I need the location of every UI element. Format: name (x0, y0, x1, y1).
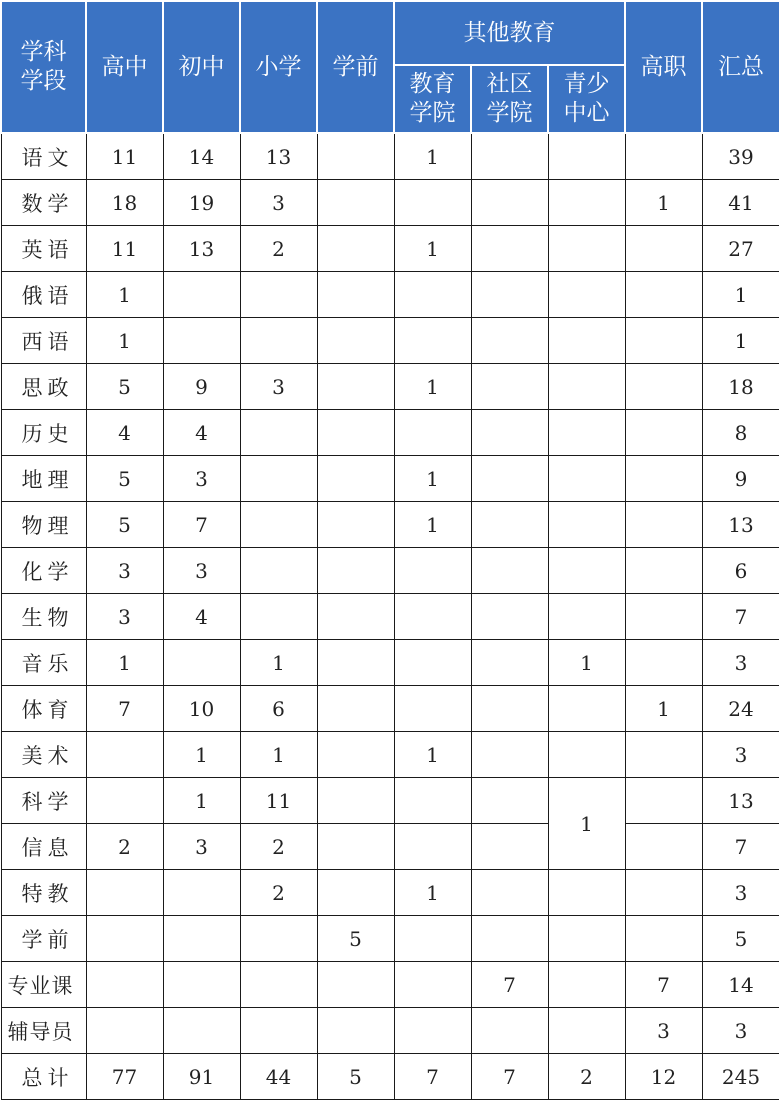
cell-edu: 1 (394, 226, 471, 272)
cell-middle (163, 1008, 240, 1054)
cell-preschool (317, 686, 394, 732)
cell-youth-center (548, 180, 625, 226)
cell-primary (240, 318, 317, 364)
cell-youth-center (548, 916, 625, 962)
cell-high: 11 (86, 133, 163, 180)
cell-primary (240, 272, 317, 318)
cell-vocational (625, 916, 702, 962)
table-row (1, 962, 779, 1008)
cell-youth-center (548, 1008, 625, 1054)
cell-preschool (317, 180, 394, 226)
header-preschool: 学前 (317, 1, 394, 133)
cell-preschool (317, 870, 394, 916)
cell-edu: 7 (394, 1054, 471, 1100)
cell-middle (163, 916, 240, 962)
row-subject-label: 专业课 (1, 962, 86, 1008)
cell-edu (394, 640, 471, 686)
cell-vocational (625, 133, 702, 180)
cell-middle (163, 318, 240, 364)
table-row (1, 272, 779, 318)
cell-middle: 4 (163, 594, 240, 640)
cell-edu (394, 916, 471, 962)
table-row (1, 456, 779, 502)
cell-primary (240, 548, 317, 594)
cell-community (471, 272, 548, 318)
cell-youth-center (548, 962, 625, 1008)
row-subject-label: 语文 (1, 133, 86, 180)
cell-high: 5 (86, 456, 163, 502)
cell-high: 5 (86, 364, 163, 410)
table-row (1, 318, 779, 364)
cell-vocational (625, 410, 702, 456)
cell-high: 7 (86, 686, 163, 732)
cell-primary: 3 (240, 364, 317, 410)
cell-primary: 1 (240, 732, 317, 778)
cell-vocational: 1 (625, 686, 702, 732)
row-subject-label: 生物 (1, 594, 86, 640)
cell-vocational (625, 502, 702, 548)
table-row (1, 133, 779, 180)
cell-primary: 6 (240, 686, 317, 732)
cell-vocational (625, 640, 702, 686)
header-vocational: 高职 (625, 1, 702, 133)
table-row (1, 364, 779, 410)
cell-high (86, 916, 163, 962)
cell-community (471, 364, 548, 410)
cell-edu (394, 824, 471, 870)
row-subject-label: 思政 (1, 364, 86, 410)
row-subject-label: 辅导员 (1, 1008, 86, 1054)
cell-middle: 3 (163, 548, 240, 594)
cell-vocational (625, 732, 702, 778)
cell-vocational (625, 318, 702, 364)
cell-youth-center (548, 272, 625, 318)
cell-edu: 1 (394, 133, 471, 180)
table-body (1, 133, 779, 1100)
header-youth-center: 青少 中心 (548, 65, 625, 133)
cell-vocational: 12 (625, 1054, 702, 1100)
table-row (1, 824, 779, 870)
cell-primary: 13 (240, 133, 317, 180)
cell-total: 3 (702, 870, 779, 916)
table-row (1, 870, 779, 916)
cell-youth-center: 2 (548, 1054, 625, 1100)
cell-high: 1 (86, 318, 163, 364)
cell-preschool (317, 318, 394, 364)
cell-middle: 10 (163, 686, 240, 732)
cell-middle (163, 640, 240, 686)
cell-community (471, 318, 548, 364)
cell-edu (394, 1008, 471, 1054)
cell-youth-center (548, 456, 625, 502)
cell-high: 5 (86, 502, 163, 548)
cell-edu (394, 272, 471, 318)
table-row (1, 1008, 779, 1054)
cell-youth-center (548, 318, 625, 364)
cell-community (471, 548, 548, 594)
cell-primary (240, 410, 317, 456)
cell-youth-center (548, 410, 625, 456)
cell-preschool (317, 962, 394, 1008)
cell-high (86, 778, 163, 824)
cell-primary: 11 (240, 778, 317, 824)
cell-total: 3 (702, 732, 779, 778)
table-row (1, 594, 779, 640)
cell-vocational (625, 870, 702, 916)
cell-primary (240, 1008, 317, 1054)
cell-community (471, 640, 548, 686)
cell-high: 3 (86, 594, 163, 640)
row-subject-label: 总计 (1, 1054, 86, 1100)
cell-middle: 7 (163, 502, 240, 548)
cell-preschool: 5 (317, 1054, 394, 1100)
cell-vocational (625, 456, 702, 502)
cell-preschool (317, 272, 394, 318)
cell-preschool (317, 1008, 394, 1054)
table-row (1, 732, 779, 778)
cell-high: 18 (86, 180, 163, 226)
corner-header: 学科 学段 (1, 1, 86, 133)
cell-preschool (317, 410, 394, 456)
cell-preschool (317, 364, 394, 410)
cell-community (471, 732, 548, 778)
cell-vocational (625, 226, 702, 272)
table-row (1, 916, 779, 962)
row-subject-label: 西语 (1, 318, 86, 364)
cell-total: 3 (702, 640, 779, 686)
cell-high: 3 (86, 548, 163, 594)
cell-edu (394, 778, 471, 824)
header-community-college: 社区 学院 (471, 65, 548, 133)
cell-total: 14 (702, 962, 779, 1008)
table-row (1, 548, 779, 594)
cell-primary: 2 (240, 824, 317, 870)
header-other-education: 其他教育 (394, 1, 625, 65)
cell-youth-center (548, 732, 625, 778)
cell-total: 39 (702, 133, 779, 180)
cell-high (86, 732, 163, 778)
cell-high (86, 870, 163, 916)
header-high: 高中 (86, 1, 163, 133)
cell-preschool (317, 456, 394, 502)
cell-total: 27 (702, 226, 779, 272)
cell-middle: 1 (163, 732, 240, 778)
cell-community: 7 (471, 962, 548, 1008)
cell-edu: 1 (394, 870, 471, 916)
header-middle: 初中 (163, 1, 240, 133)
row-subject-label: 科学 (1, 778, 86, 824)
cell-middle: 1 (163, 778, 240, 824)
cell-total: 1 (702, 318, 779, 364)
cell-middle (163, 272, 240, 318)
cell-preschool (317, 732, 394, 778)
cell-community (471, 824, 548, 870)
cell-community (471, 180, 548, 226)
cell-total: 24 (702, 686, 779, 732)
cell-primary: 44 (240, 1054, 317, 1100)
cell-primary: 2 (240, 870, 317, 916)
cell-vocational (625, 594, 702, 640)
cell-community (471, 226, 548, 272)
header-edu-college: 教育 学院 (394, 65, 471, 133)
cell-community (471, 594, 548, 640)
cell-community: 7 (471, 1054, 548, 1100)
cell-preschool: 5 (317, 916, 394, 962)
cell-primary (240, 594, 317, 640)
cell-edu: 1 (394, 364, 471, 410)
cell-preschool (317, 594, 394, 640)
cell-total: 18 (702, 364, 779, 410)
cell-total: 245 (702, 1054, 779, 1100)
cell-middle: 14 (163, 133, 240, 180)
cell-youth-center: 1 (548, 640, 625, 686)
row-subject-label: 俄语 (1, 272, 86, 318)
cell-preschool (317, 824, 394, 870)
cell-vocational (625, 824, 702, 870)
cell-vocational: 3 (625, 1008, 702, 1054)
row-subject-label: 信息 (1, 824, 86, 870)
cell-community (471, 778, 548, 824)
cell-edu (394, 318, 471, 364)
cell-community (471, 133, 548, 180)
cell-middle: 4 (163, 410, 240, 456)
cell-high: 77 (86, 1054, 163, 1100)
cell-vocational: 7 (625, 962, 702, 1008)
table-row (1, 180, 779, 226)
cell-vocational (625, 364, 702, 410)
cell-total: 7 (702, 824, 779, 870)
cell-vocational (625, 272, 702, 318)
table-row (1, 640, 779, 686)
cell-youth-center (548, 870, 625, 916)
cell-total: 6 (702, 548, 779, 594)
cell-edu (394, 548, 471, 594)
cell-preschool (317, 226, 394, 272)
cell-community (471, 502, 548, 548)
cell-middle: 13 (163, 226, 240, 272)
cell-total: 8 (702, 410, 779, 456)
cell-edu: 1 (394, 732, 471, 778)
table-header (1, 1, 779, 133)
cell-total: 3 (702, 1008, 779, 1054)
cell-community (471, 1008, 548, 1054)
cell-high: 11 (86, 226, 163, 272)
cell-community (471, 456, 548, 502)
cell-middle: 19 (163, 180, 240, 226)
cell-high: 1 (86, 272, 163, 318)
table-row (1, 1054, 779, 1100)
cell-edu (394, 962, 471, 1008)
cell-preschool (317, 640, 394, 686)
cell-middle: 9 (163, 364, 240, 410)
cell-preschool (317, 548, 394, 594)
cell-preschool (317, 133, 394, 180)
cell-community (471, 410, 548, 456)
table-row (1, 686, 779, 732)
cell-total: 1 (702, 272, 779, 318)
cell-high: 2 (86, 824, 163, 870)
cell-youth-center (548, 133, 625, 180)
cell-preschool (317, 502, 394, 548)
cell-middle (163, 870, 240, 916)
cell-high (86, 962, 163, 1008)
cell-primary (240, 456, 317, 502)
row-subject-label: 英语 (1, 226, 86, 272)
cell-community (471, 686, 548, 732)
cell-total: 41 (702, 180, 779, 226)
cell-primary: 2 (240, 226, 317, 272)
row-subject-label: 数学 (1, 180, 86, 226)
cell-primary: 3 (240, 180, 317, 226)
cell-middle: 3 (163, 824, 240, 870)
cell-youth-center (548, 364, 625, 410)
cell-middle: 91 (163, 1054, 240, 1100)
cell-edu (394, 180, 471, 226)
row-subject-label: 音乐 (1, 640, 86, 686)
cell-total: 7 (702, 594, 779, 640)
cell-edu (394, 410, 471, 456)
cell-high (86, 1008, 163, 1054)
cell-high: 1 (86, 640, 163, 686)
cell-edu (394, 686, 471, 732)
cell-primary (240, 962, 317, 1008)
cell-high: 4 (86, 410, 163, 456)
cell-primary: 1 (240, 640, 317, 686)
cell-youth-center: 1 (548, 778, 625, 870)
header-primary: 小学 (240, 1, 317, 133)
cell-youth-center (548, 594, 625, 640)
cell-primary (240, 916, 317, 962)
row-subject-label: 特教 (1, 870, 86, 916)
cell-total: 5 (702, 916, 779, 962)
row-subject-label: 体育 (1, 686, 86, 732)
cell-youth-center (548, 226, 625, 272)
cell-edu: 1 (394, 502, 471, 548)
row-subject-label: 地理 (1, 456, 86, 502)
table-row (1, 778, 779, 824)
cell-primary (240, 502, 317, 548)
row-subject-label: 美术 (1, 732, 86, 778)
cell-middle (163, 962, 240, 1008)
row-subject-label: 物理 (1, 502, 86, 548)
cell-community (471, 870, 548, 916)
cell-youth-center (548, 548, 625, 594)
cell-youth-center (548, 502, 625, 548)
table-row (1, 502, 779, 548)
cell-preschool (317, 778, 394, 824)
cell-community (471, 916, 548, 962)
cell-total: 9 (702, 456, 779, 502)
cell-youth-center (548, 686, 625, 732)
cell-vocational: 1 (625, 180, 702, 226)
header-total: 汇总 (702, 1, 779, 133)
cell-total: 13 (702, 778, 779, 824)
cell-edu (394, 594, 471, 640)
table-row (1, 226, 779, 272)
row-subject-label: 学前 (1, 916, 86, 962)
cell-edu: 1 (394, 456, 471, 502)
row-subject-label: 化学 (1, 548, 86, 594)
cell-vocational (625, 548, 702, 594)
row-subject-label: 历史 (1, 410, 86, 456)
cell-middle: 3 (163, 456, 240, 502)
table-row (1, 410, 779, 456)
cell-total: 13 (702, 502, 779, 548)
cell-vocational (625, 778, 702, 824)
